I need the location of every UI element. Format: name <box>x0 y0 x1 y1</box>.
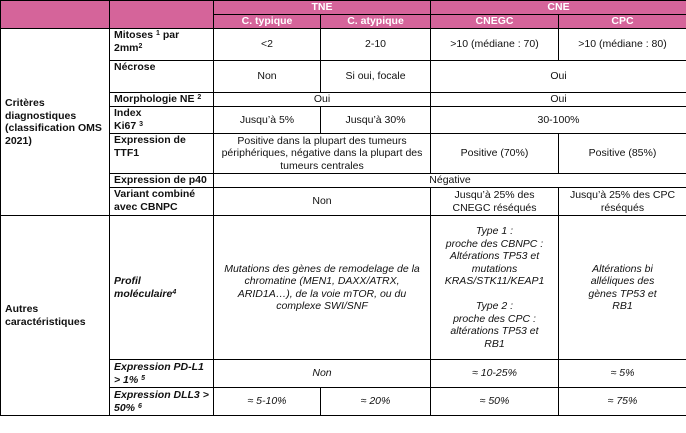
footnote-4: 4 <box>172 288 177 296</box>
header-c-typique: C. typique <box>214 15 321 29</box>
row-label-ki67 <box>110 107 214 134</box>
morphologie-label-text: Morphologie NE <box>114 93 195 105</box>
dll3-cpc: ≈ 75% <box>559 388 686 416</box>
row-label-necrose: Nécrose <box>110 61 214 93</box>
ttf1-cnegc: Positive (70%) <box>431 134 559 174</box>
superscript-2: 2 <box>138 42 143 50</box>
mitoses-label-mid: par 2mm <box>114 29 180 54</box>
mitoses-ct: <2 <box>214 29 321 61</box>
ttf1-tne: Positive dans la plupart des tumeurs périphériques, négative dans la plupart des tumeurs centrales <box>214 134 431 174</box>
variant-cpc: Jusqu’à 25% des CPC réséqués <box>559 188 686 216</box>
mitoses-cnegc: >10 (médiane : 70) <box>431 29 559 61</box>
header-c-atypique: C. atypique <box>321 15 431 29</box>
footnote-2: 2 <box>197 94 202 101</box>
header-cne: CNE <box>431 1 686 15</box>
necrose-ca: Si oui, focale <box>321 61 431 93</box>
header-cpc: CPC <box>559 15 686 29</box>
dll3-cnegc: ≈ 50% <box>431 388 559 416</box>
header-tne: TNE <box>214 1 431 15</box>
p40-all: Négative <box>214 174 686 188</box>
pdl1-cpc: ≈ 5% <box>559 360 686 388</box>
ttf1-cpc: Positive (85%) <box>559 134 686 174</box>
header-group-row <box>1 1 686 15</box>
header-blank-1 <box>1 1 110 29</box>
necrose-cne: Oui <box>431 61 686 93</box>
ki67-cne: 30-100% <box>431 107 686 134</box>
section-criteres: Critères diagnostiques (classification OMS 2021) <box>1 29 110 216</box>
row-label-p40: Expression de p40 <box>110 174 214 188</box>
row-label-profil <box>110 216 214 360</box>
morphologie-tne: Oui <box>214 93 431 107</box>
mitoses-ca: 2-10 <box>321 29 431 61</box>
row-label-pdl1 <box>110 360 214 388</box>
profil-tne: Mutations des gènes de remodelage de la chromatine (MEN1, DAXX/ATRX, ARID1A…), de la voie mTOR, ou du complexe SWI/SNF <box>214 216 431 360</box>
ki67-label-text: Index Ki67 <box>114 107 142 132</box>
row-mitoses <box>1 29 686 61</box>
footnote-3: 3 <box>139 120 144 128</box>
footnote-6: 6 <box>137 402 142 410</box>
mitoses-cpc: >10 (médiane : 80) <box>559 29 686 61</box>
profil-cnegc: Type 1 : proche des CBNPC : Altérations TP53 et mutations KRAS/STK11/KEAP1 Type 2 : proche des CPC : altérations TP53 et RB1 <box>431 216 559 360</box>
dll3-ca: ≈ 20% <box>321 388 431 416</box>
section-autres: Autres caractéristiques <box>1 216 110 416</box>
profil-label-text: Profil moléculaire <box>114 275 173 300</box>
variant-tne: Non <box>214 188 431 216</box>
profil-cpc: Altérations bi alléliques des gènes TP53 et RB1 <box>559 216 686 360</box>
header-blank-2 <box>110 1 214 29</box>
dll3-label-text: Expression DLL3 > 50% <box>114 389 209 414</box>
header-cnegc: CNEGC <box>431 15 559 29</box>
necrose-ct: Non <box>214 61 321 93</box>
footnote-1: 1 <box>156 30 160 37</box>
row-label-morphologie <box>110 93 214 107</box>
dll3-ct: ≈ 5-10% <box>214 388 321 416</box>
mitoses-label-text: Mitoses <box>114 29 154 41</box>
pdl1-tne: Non <box>214 360 431 388</box>
row-profil <box>1 216 686 360</box>
footnote-5: 5 <box>141 374 146 382</box>
morphologie-cne: Oui <box>431 93 686 107</box>
variant-cnegc: Jusqu’à 25% des CNEGC réséqués <box>431 188 559 216</box>
row-label-ttf1: Expression de TTF1 <box>110 134 214 174</box>
pdl1-cnegc: ≈ 10-25% <box>431 360 559 388</box>
ki67-ca: Jusqu’à 30% <box>321 107 431 134</box>
row-label-variant: Variant combiné avec CBNPC <box>110 188 214 216</box>
row-label-mitoses <box>110 29 214 61</box>
ki67-ct: Jusqu’à 5% <box>214 107 321 134</box>
pdl1-label-text: Expression PD-L1 > 1% <box>114 361 204 386</box>
row-label-dll3 <box>110 388 214 416</box>
